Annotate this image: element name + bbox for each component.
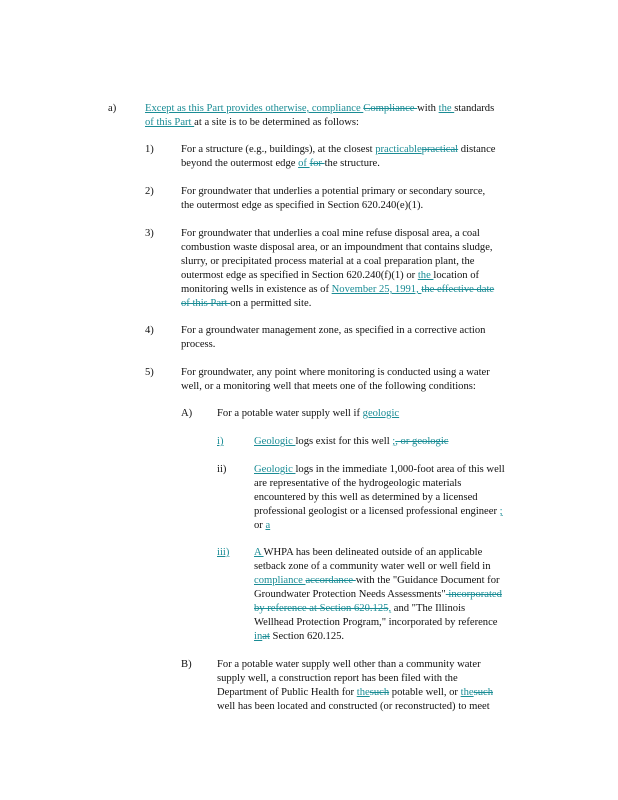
item-1-label: 1): [145, 144, 154, 155]
deleted-text: at: [262, 631, 270, 642]
inserted-text: practicable: [375, 144, 422, 155]
clause-iii-line-6: Wellhead Protection Program," incorporated by reference: [254, 617, 498, 628]
deleted-text: for: [309, 158, 325, 169]
item-3-line-5: [181, 283, 494, 296]
subitem-b-line-3: [217, 686, 493, 699]
subitem-b-label: B): [181, 659, 192, 670]
inserted-text: a: [265, 520, 271, 531]
text-run: location of: [433, 270, 480, 281]
text-run: logs in the immediate 1,000-foot area of this well: [295, 464, 505, 475]
item-1-line-2: [181, 157, 380, 170]
inserted-text: the: [356, 687, 370, 698]
subitem-b-line-2: supply well, a construction report has been filed with the: [217, 673, 458, 684]
subitem-b-line-4: well has been located and constructed (or reconstructed) to meet: [217, 701, 490, 712]
text-run: Groundwater Protection Needs Assessments": [254, 589, 446, 600]
deleted-text: accordance: [305, 575, 356, 586]
item-2-line-2: the outermost edge as specified in Section 620.240(e)(1).: [181, 200, 424, 211]
item-5-label: 5): [145, 367, 154, 378]
clause-iii-line-1: [254, 546, 482, 559]
inserted-text: A: [254, 547, 264, 558]
clause-iii-line-3: [254, 574, 500, 587]
inserted-text: geologic: [362, 408, 400, 419]
text-run: distance: [458, 144, 496, 155]
inserted-text: Geologic: [254, 464, 296, 475]
subitem-a-label: A): [181, 408, 193, 419]
deleted-text: by reference at Section 620.125: [254, 603, 389, 614]
text-run: and "The Illinois: [391, 603, 466, 614]
clause-ii-line-5: [254, 519, 270, 532]
inserted-text: in: [254, 631, 263, 642]
inserted-text: compliance: [254, 575, 306, 586]
clause-ii-line-4: [254, 505, 503, 518]
clause-ii-label: ii): [217, 464, 227, 475]
deleted-text: practical: [421, 144, 459, 155]
inserted-text: the: [438, 103, 455, 114]
text-run: at a site is to be determined as follows:: [194, 117, 359, 128]
inserted-text: ;: [499, 506, 503, 517]
clause-iii-line-7: [254, 630, 344, 643]
text-run: For a structure (e.g., buildings), at the closest: [181, 144, 376, 155]
item-4-line-1: For a groundwater management zone, as specified in a corrective action: [181, 325, 486, 336]
item-5-line-1: For groundwater, any point where monitoring is conducted using a water: [181, 367, 490, 378]
item-3-line-3: slurry, or precipitated process material at a coal preparation plant, the: [181, 256, 475, 267]
item-3-line-6: [181, 297, 311, 310]
text-run: beyond the outermost edge: [181, 158, 299, 169]
clause-iii-label: iii): [217, 547, 230, 558]
deleted-text: such: [369, 687, 390, 698]
inserted-text: November 25, 1991,: [331, 284, 422, 295]
subitem-b-line-1: For a potable water supply well other than a community water: [217, 659, 481, 670]
text-run: standards: [454, 103, 495, 114]
text-run: outermost edge as specified in Section 620.240(f)(1) or: [181, 270, 418, 281]
text-run: or: [254, 520, 266, 531]
item-2-label: 2): [145, 186, 154, 197]
text-run: WHPA has been delineated outside of an applicable: [263, 547, 483, 558]
item-4-line-2: process.: [181, 339, 216, 350]
inserted-text: of this Part: [145, 117, 195, 128]
text-run: Section 620.125.: [269, 631, 345, 642]
text-run: For a potable water supply well if: [217, 408, 363, 419]
clause-iii-line-2: setback zone of a community water well or well field in: [254, 561, 491, 572]
item-5-line-2: well, or a monitoring well that meets one of the following conditions:: [181, 381, 476, 392]
text-run: monitoring wells in existence as of: [181, 284, 332, 295]
text-run: with: [417, 103, 439, 114]
inserted-text: the: [460, 687, 474, 698]
inserted-text: Geologic: [254, 436, 296, 447]
subitem-a-line-1: [217, 407, 399, 420]
subsection-a-line-2: [145, 116, 359, 129]
item-3-line-1: For groundwater that underlies a coal mine refuse disposal area, a coal: [181, 228, 480, 239]
inserted-text: ;: [392, 436, 396, 447]
deleted-text: , or geologic: [395, 436, 449, 447]
text-run: with the "Guidance Document for: [355, 575, 500, 586]
clause-i-line-1: [254, 435, 449, 448]
clause-ii-line-3: encountered by this well as determined by a licensed: [254, 492, 478, 503]
clause-ii-line-1: [254, 463, 505, 476]
text-run: on a permitted site.: [230, 298, 312, 309]
item-1-line-1: [181, 143, 495, 156]
deleted-text: Compliance: [363, 103, 418, 114]
item-3-line-4: [181, 269, 479, 282]
clause-ii-line-2: are representative of the hydrogeologic materials: [254, 478, 462, 489]
deleted-text: of this Part: [181, 298, 231, 309]
text-run: professional geologist or a licensed professional engineer: [254, 506, 500, 517]
deleted-text: incorporated: [445, 589, 502, 600]
deleted-text: the effective date: [421, 284, 495, 295]
text-run: the structure.: [324, 158, 380, 169]
text-run: Department of Public Health for: [217, 687, 357, 698]
item-3-label: 3): [145, 228, 154, 239]
clause-iii-line-4: [254, 588, 502, 601]
subsection-a-label: a): [108, 103, 117, 114]
subsection-a-line-1: [145, 102, 494, 115]
deleted-text: such: [473, 687, 493, 698]
text-run: potable well, or: [389, 687, 461, 698]
clause-i-label: i): [217, 436, 224, 447]
text-run: logs exist for this well: [295, 436, 393, 447]
item-3-line-2: combustion waste disposal area, or an impoundment that contains sludge,: [181, 242, 493, 253]
inserted-text: of: [298, 158, 310, 169]
inserted-text: Except as this Part provides otherwise, compliance: [145, 103, 364, 114]
inserted-text: ,: [388, 603, 392, 614]
clause-iii-line-5: [254, 602, 465, 615]
item-4-label: 4): [145, 325, 154, 336]
item-2-line-1: For groundwater that underlies a potential primary or secondary source,: [181, 186, 486, 197]
inserted-text: the: [417, 270, 434, 281]
